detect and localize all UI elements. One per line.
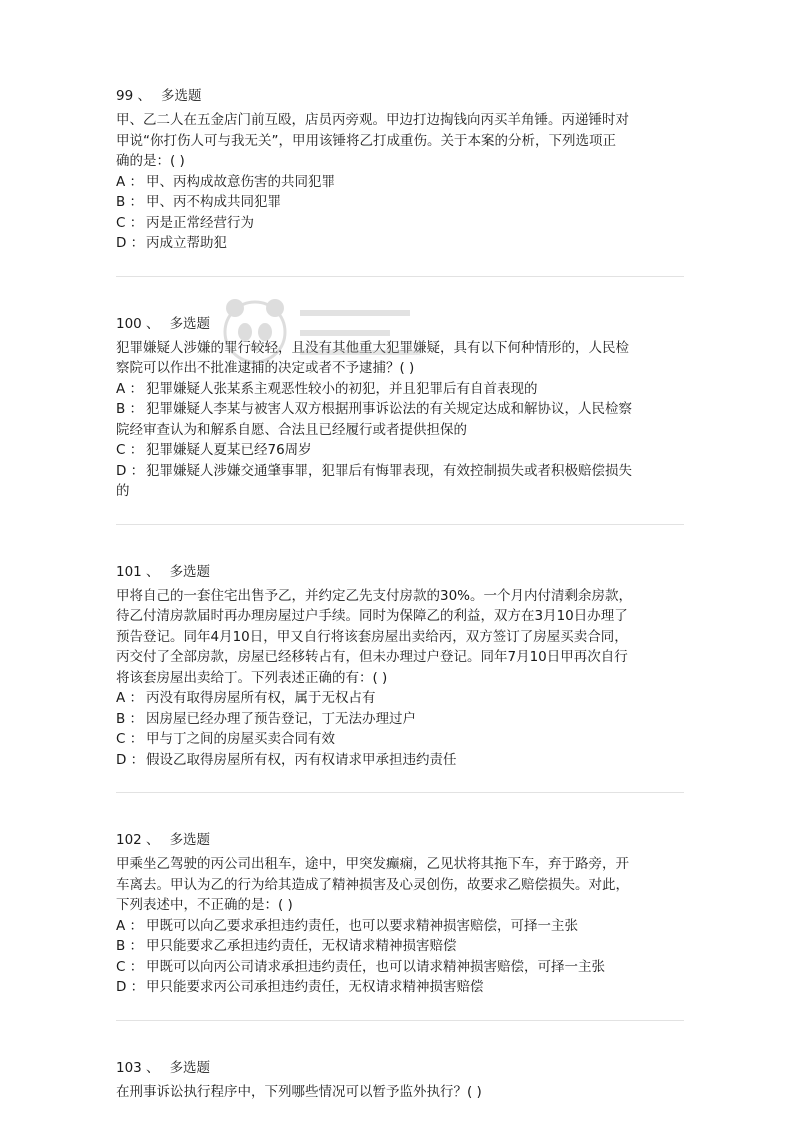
question-divider [116, 524, 684, 525]
question-101 [116, 562, 684, 771]
question-stem-line: 察院可以作出不批准逮捕的决定或者不予逮捕？( ) [116, 360, 415, 376]
option-letter: C ： [116, 731, 144, 747]
option-letter: A ： [116, 690, 144, 706]
option-text: 甲既可以向丙公司请求承担违约责任，也可以请求精神损害赔偿，可择一主张 [146, 958, 605, 975]
question-99 [116, 86, 684, 254]
question-stem-line: 待乙付清房款届时再办理房屋过户手续。同时为保障乙的利益，双方在3月10日办理了 [116, 608, 628, 624]
option-letter: D ： [116, 462, 145, 479]
option-c [116, 729, 684, 750]
option-text: 因房屋已经办理了预告登记，丁无法办理过户 [146, 710, 416, 727]
option-a [116, 379, 684, 400]
option-letter: A ： [116, 380, 144, 397]
option-c [116, 440, 684, 461]
option-text: 甲、丙不构成共同犯罪 [146, 194, 281, 210]
question-divider [116, 792, 684, 793]
question-stem-line: 丙交付了全部房款，房屋已经移转占有，但未办理过户登记。同年7月10日甲再次自行 [116, 649, 628, 665]
question-header [116, 830, 684, 850]
question-stem-line: 甲将自己的一套住宅出售予乙，并约定乙先支付房款的30%。一个月内付清剩余房款， [116, 587, 633, 604]
option-c [116, 957, 684, 978]
question-divider [116, 1020, 684, 1021]
question-divider [116, 276, 684, 277]
question-number: 99 、 [116, 88, 151, 104]
question-number: 101 、 [116, 563, 160, 580]
question-number: 103 、 [116, 1059, 160, 1076]
question-stem-line: 犯罪嫌疑人涉嫌的罪行较轻，且没有其他重大犯罪嫌疑，具有以下何种情形的，人民检 [116, 339, 629, 356]
question-stem-line: 甲说“你打伤人可与我无关”，甲用该锤将乙打成重伤。关于本案的分析，下列选项正 [116, 132, 616, 149]
option-letter: D ： [116, 979, 145, 995]
option-text: 甲只能要求乙承担违约责任，无权请求精神损害赔偿 [146, 938, 457, 954]
option-text: 丙成立帮助犯 [146, 235, 227, 251]
option-c [116, 213, 684, 234]
option-text: 甲只能要求丙公司承担违约责任，无权请求精神损害赔偿 [146, 979, 484, 995]
question-type: 多选题 [169, 315, 211, 332]
question-number: 100 、 [116, 315, 160, 332]
option-letter: A ： [116, 917, 144, 934]
option-letter: D ： [116, 235, 145, 251]
question-list [116, 86, 684, 1102]
option-text: 甲、丙构成故意伤害的共同犯罪 [146, 173, 335, 190]
question-type: 多选题 [160, 88, 202, 104]
question-type: 多选题 [169, 563, 211, 580]
option-a [116, 172, 684, 193]
question-type: 多选题 [169, 832, 211, 848]
question-100 [116, 314, 684, 502]
question-stem-line: 将该套房屋出卖给丁。下列表述正确的有：( ) [116, 669, 388, 686]
option-text: 丙是正常经营行为 [146, 214, 254, 231]
option-text: 甲既可以向乙要求承担违约责任，也可以要求精神损害赔偿，可择一主张 [146, 917, 578, 934]
option-d-continued: 的 [116, 483, 130, 499]
option-letter: B ： [116, 401, 144, 417]
option-letter: A ： [116, 173, 144, 190]
question-header [116, 86, 684, 106]
option-text: 犯罪嫌疑人张某系主观恶性较小的初犯，并且犯罪后有自首表现的 [146, 380, 538, 397]
option-b [116, 709, 684, 730]
option-b [116, 399, 684, 420]
option-text: 犯罪嫌疑人李某与被害人双方根据刑事诉讼法的有关规定达成和解协议，人民检察 [146, 401, 632, 417]
option-d [116, 977, 684, 998]
option-a [116, 916, 684, 937]
option-text: 犯罪嫌疑人夏某已经76周岁 [146, 442, 312, 458]
question-header [116, 314, 684, 334]
option-d [116, 461, 684, 482]
option-b [116, 192, 684, 213]
option-text: 丙没有取得房屋所有权，属于无权占有 [146, 690, 376, 706]
option-letter: C ： [116, 442, 144, 458]
option-letter: C ： [116, 214, 144, 231]
option-letter: D ： [116, 751, 145, 768]
option-letter: B ： [116, 938, 144, 954]
question-header [116, 562, 684, 582]
question-stem-line: 甲、乙二人在五金店门前互殴，店员丙旁观。甲边打边掏钱向丙买羊角锤。丙递锤时对 [116, 112, 629, 128]
option-b-continued: 院经审查认为和解系自愿、合法且已经履行或者提供担保的 [116, 421, 467, 438]
option-text: 犯罪嫌疑人涉嫌交通肇事罪，犯罪后有悔罪表现，有效控制损失或者积极赔偿损失 [146, 462, 632, 479]
question-102 [116, 830, 684, 998]
option-b [116, 936, 684, 957]
option-d [116, 750, 684, 771]
question-103 [116, 1058, 684, 1103]
option-letter: B ： [116, 710, 144, 727]
question-type: 多选题 [169, 1059, 211, 1076]
question-stem-line: 在刑事诉讼执行程序中，下列哪些情况可以暂予监外执行？( ) [116, 1083, 482, 1100]
question-stem-line: 甲乘坐乙驾驶的丙公司出租车，途中，甲突发癫痫，乙见状将其拖下车，弃于路旁，开 [116, 856, 629, 872]
option-a [116, 688, 684, 709]
question-header [116, 1058, 684, 1078]
question-stem-line: 车离去。甲认为乙的行为给其造成了精神损害及心灵创伤，故要求乙赔偿损失。对此， [116, 876, 629, 893]
option-letter: B ： [116, 194, 144, 210]
option-text: 甲与丁之间的房屋买卖合同有效 [146, 731, 335, 747]
option-text: 假设乙取得房屋所有权，丙有权请求甲承担违约责任 [146, 751, 457, 768]
question-stem-line: 下列表述中，不正确的是：( ) [116, 897, 293, 913]
question-stem-line: 确的是：( ) [116, 153, 185, 169]
option-letter: C ： [116, 958, 144, 975]
option-d [116, 233, 684, 254]
question-number: 102 、 [116, 832, 160, 848]
question-stem-line: 预告登记。同年4月10日，甲又自行将该套房屋出卖给丙，双方签订了房屋买卖合同， [116, 628, 628, 645]
